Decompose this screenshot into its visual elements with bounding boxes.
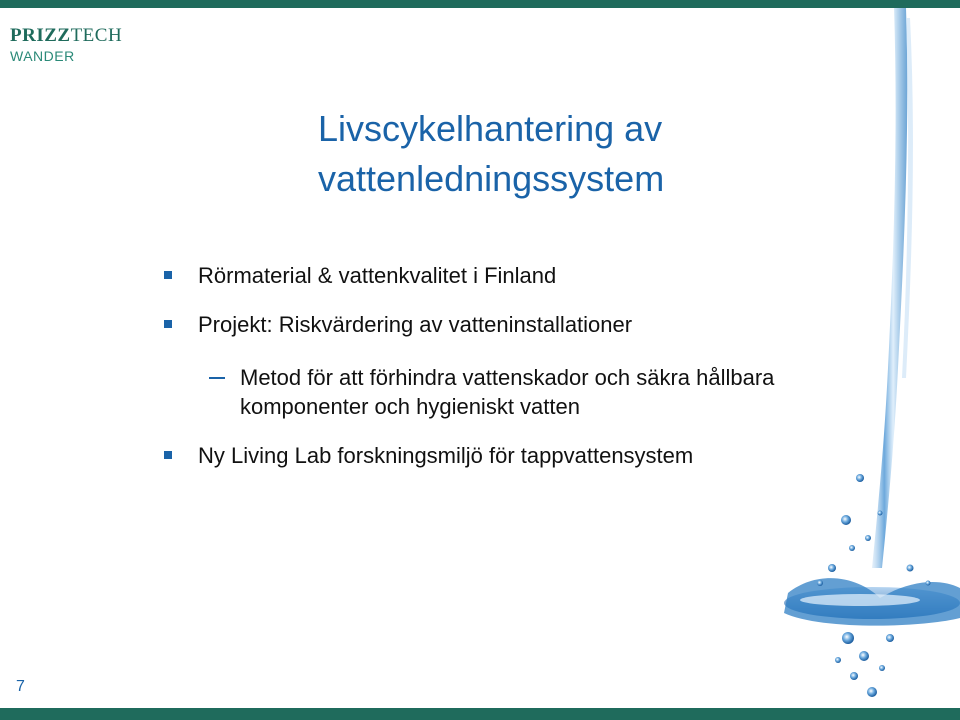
sub-bullet-item xyxy=(164,363,824,421)
logo-brand-prizz: PRIZZ xyxy=(10,25,71,46)
logo-brand xyxy=(10,26,122,45)
bullet-item xyxy=(164,442,824,470)
bottom-band xyxy=(0,708,960,720)
bullet-item xyxy=(164,311,824,339)
company-logo xyxy=(10,26,122,63)
bullet-item xyxy=(164,262,824,290)
square-bullet-icon xyxy=(164,271,172,279)
square-bullet-icon xyxy=(164,320,172,328)
logo-brand-tech: TECH xyxy=(70,25,123,46)
water-splash-icon xyxy=(760,8,960,708)
bullet-text: Ny Living Lab forskningsmiljö för tappvattensystem xyxy=(198,443,694,468)
logo-subtitle: WANDER xyxy=(10,48,75,64)
page-number: 7 xyxy=(16,678,25,695)
sub-bullet-text: Metod för att förhindra vattenskador och säkra hållbara komponenter och hygieniskt vatten xyxy=(240,365,775,419)
top-band xyxy=(0,0,960,8)
dash-bullet-icon xyxy=(209,377,225,379)
slide-content xyxy=(164,262,824,470)
slide-title: Livscykelhantering av vattenledningssystem xyxy=(318,108,665,199)
bullet-text: Projekt: Riskvärdering av vatteninstallationer xyxy=(198,312,633,337)
bullet-text: Rörmaterial & vattenkvalitet i Finland xyxy=(198,263,557,288)
square-bullet-icon xyxy=(164,451,172,459)
